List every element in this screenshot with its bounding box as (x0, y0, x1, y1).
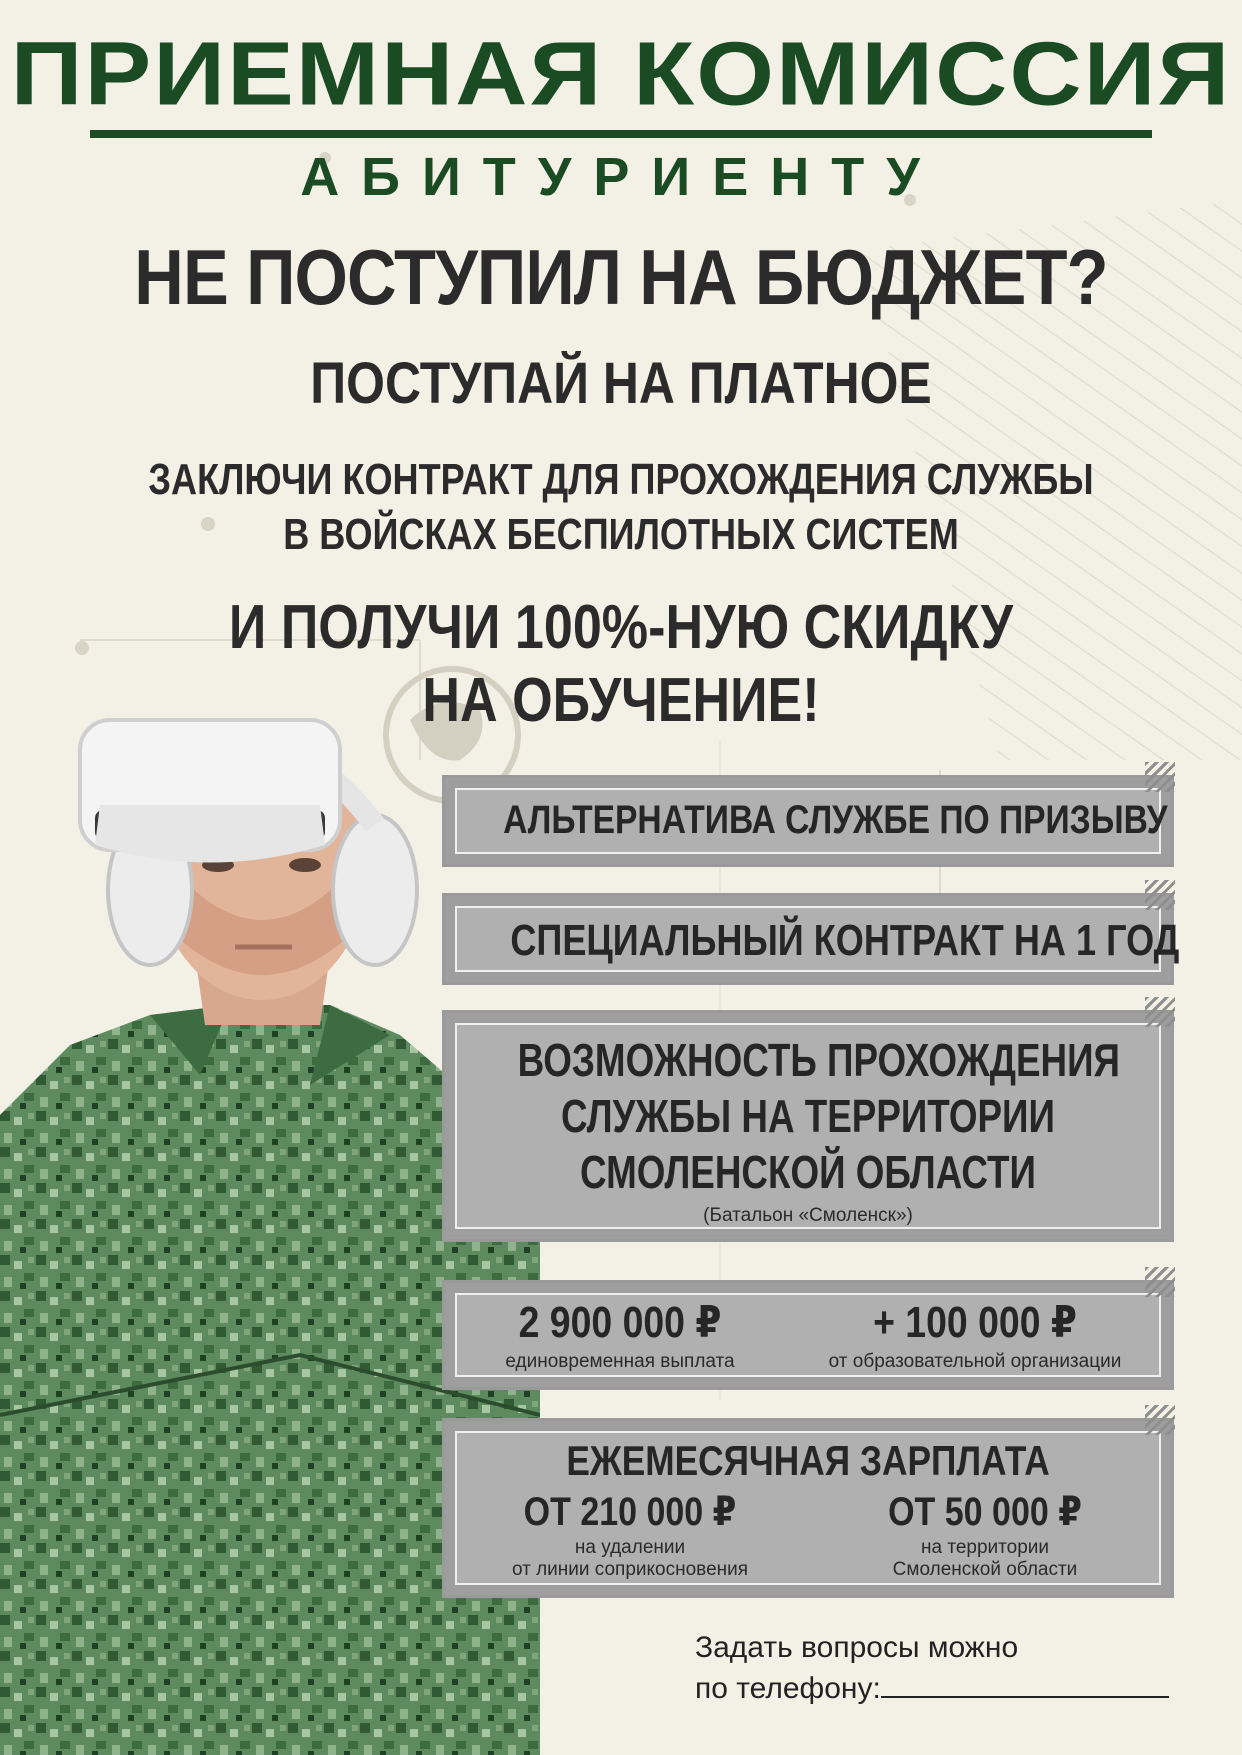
bonus-amount: + 100 000 ₽ (873, 1298, 1077, 1347)
header-title: ПРИЕМНАЯ КОМИССИЯ (10, 23, 1232, 125)
salary-remote-label2: от линии соприкосновения (511, 1559, 749, 1580)
card-location-line1: ВОЗМОЖНОСТЬ ПРОХОЖДЕНИЯ (517, 1034, 1120, 1086)
lump-sum-amount: 2 900 000 ₽ (518, 1298, 722, 1347)
salary-title: ЕЖЕМЕСЯЧНАЯ ЗАРПЛАТА (566, 1437, 1050, 1484)
contact-line1: Задать вопросы можно (695, 1631, 1019, 1664)
hatch-icon (1145, 1405, 1175, 1435)
hatch-icon (1145, 1267, 1175, 1297)
salary-remote-amount: ОТ 210 000 ₽ (523, 1490, 737, 1534)
headline-paid: ПОСТУПАЙ НА ПЛАТНОЕ (310, 351, 932, 416)
headline-discount-line1: И ПОЛУЧИ 100%-НУЮ СКИДКУ (228, 593, 1014, 662)
bonus-label: от образовательной организации (828, 1351, 1122, 1372)
card-location-note: (Батальон «Смоленск») (703, 1205, 913, 1226)
hatch-icon (1145, 762, 1175, 792)
contact-line2: по телефону: (695, 1671, 881, 1705)
card-special-contract (442, 893, 1180, 985)
card-payments (442, 1280, 1174, 1390)
headline-contract (112, 452, 1130, 562)
card-special-contract-text: СПЕЦИАЛЬНЫЙ КОНТРАКТ НА 1 ГОД (510, 916, 1180, 965)
header-divider (90, 130, 1152, 138)
card-location (442, 1010, 1174, 1242)
headline-discount-line2: НА ОБУЧЕНИЕ! (422, 665, 820, 735)
salary-remote-label1: на удалении (574, 1537, 686, 1558)
card-location-line2: СЛУЖБЫ НА ТЕРРИТОРИИ (561, 1090, 1055, 1142)
card-salary (442, 1418, 1174, 1598)
card-location-line3: СМОЛЕНСКОЙ ОБЛАСТИ (580, 1146, 1036, 1198)
hatch-icon (1145, 997, 1175, 1027)
salary-local-label2: Смоленской области (892, 1559, 1078, 1580)
contact-line2-row (695, 1669, 1169, 1710)
salary-local-label1: на территории (921, 1537, 1049, 1558)
lump-sum-label: единовременная выплата (505, 1351, 735, 1372)
headline-contract-line1: ЗАКЛЮЧИ КОНТРАКТ ДЛЯ ПРОХОЖДЕНИЯ СЛУЖБЫ (148, 455, 1094, 504)
phone-blank-line (881, 1670, 1169, 1698)
headline-contract-line2: В ВОЙСКАХ БЕСПИЛОТНЫХ СИСТЕМ (283, 510, 959, 559)
headline-main: НЕ ПОСТУПИЛ НА БЮДЖЕТ? (134, 233, 1108, 321)
header-subtitle: АБИТУРИЕНТУ (300, 147, 942, 207)
card-alternative-text: АЛЬТЕРНАТИВА СЛУЖБЕ ПО ПРИЗЫВУ (503, 798, 1168, 842)
contact-block (695, 1628, 1169, 1709)
card-alternative (442, 775, 1174, 867)
salary-local-amount: ОТ 50 000 ₽ (888, 1490, 1082, 1534)
hatch-icon (1145, 880, 1175, 910)
